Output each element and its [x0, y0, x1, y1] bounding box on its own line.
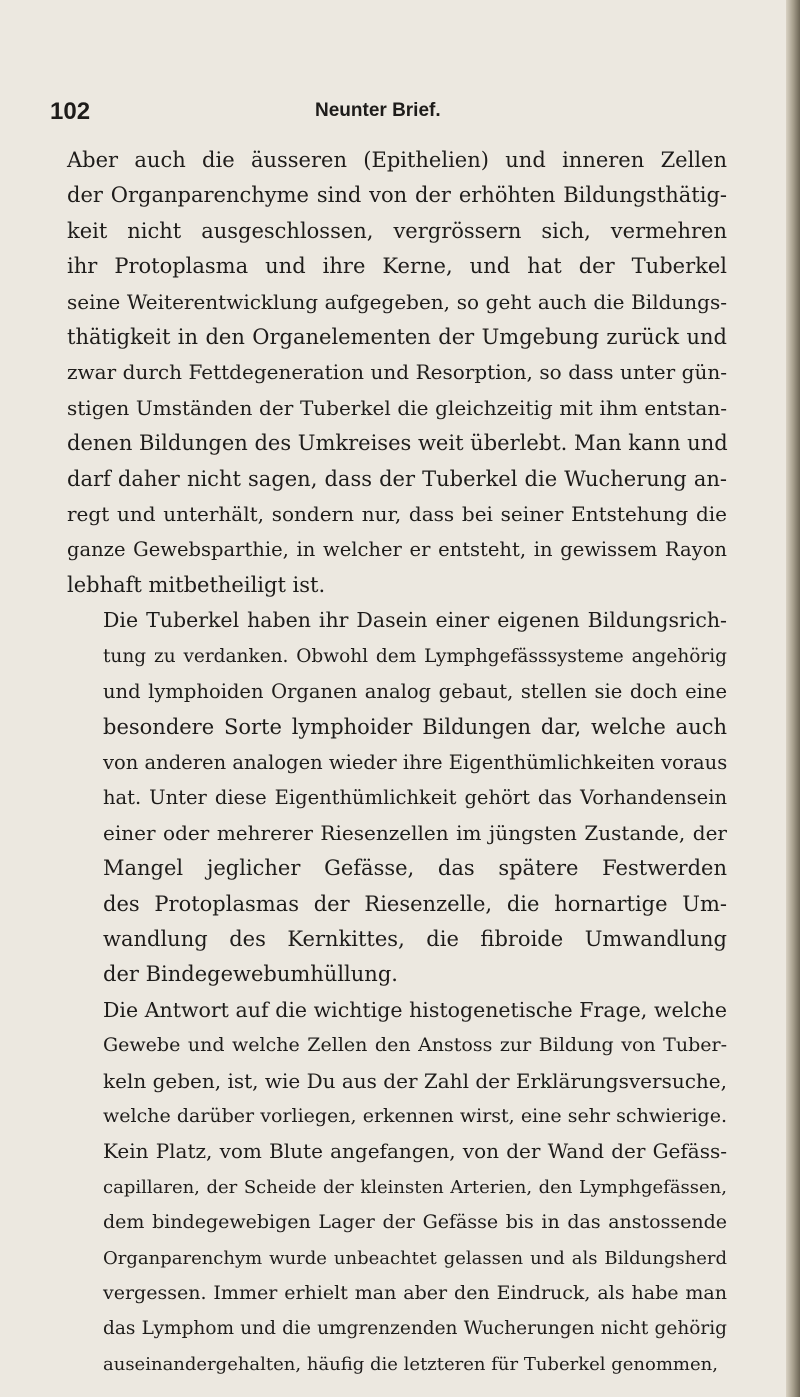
text-line: Gewebe und welche Zellen den Anstoss zur Bildung von Tuber-	[103, 1034, 727, 1057]
text-line: seine Weiterentwicklung aufgegeben, so geht auch die Bildungs-	[67, 289, 727, 314]
text-line: thätigkeit in den Organelementen der Umgebung zurück und	[67, 325, 727, 350]
text-line: darf daher nicht sagen, dass der Tuberkel die Wucherung an-	[67, 466, 727, 491]
text-line: Kein Platz, vom Blute angefangen, von der Wand der Gefäss-	[103, 1139, 727, 1164]
running-head: Neunter Brief.	[315, 100, 441, 121]
text-line: denen Bildungen des Umkreises weit überlebt. Man kann und	[67, 431, 728, 456]
text-line: ganze Gewebsparthie, in welcher er entsteht, in gewissem Rayon	[67, 538, 727, 562]
text-line: der Bindegewebumhüllung.	[103, 962, 398, 987]
text-line: Organparenchym wurde unbeachtet gelassen und als Bildungsherd	[103, 1247, 727, 1269]
text-line: Die Antwort auf die wichtige histogenetische Frage, welche	[103, 997, 727, 1022]
text-line: lebhaft mitbetheiligt ist.	[67, 572, 326, 597]
text-line: hat. Unter diese Eigenthümlichkeit gehört das Vorhandensein	[103, 786, 727, 810]
paragraph	[67, 993, 727, 1382]
text-line: zwar durch Fettdegeneration und Resorption, so dass unter gün-	[67, 360, 727, 385]
binding-edge	[786, 0, 800, 1397]
text-line: auseinandergehalten, häufig die letzteren für Tuberkel genommen,	[103, 1353, 718, 1375]
text-line: und lymphoiden Organen analog gebaut, stellen sie doch eine	[103, 680, 727, 704]
text-line: ihr Protoplasma und ihre Kerne, und hat der Tuberkel	[67, 254, 727, 279]
text-line: dem bindegewebigen Lager der Gefässe bis in das anstossende	[103, 1211, 727, 1234]
page-number: 102	[50, 98, 91, 125]
text-line: das Lymphom und die umgrenzenden Wucherungen nicht gehörig	[103, 1318, 727, 1340]
text-line: keln geben, ist, wie Du aus der Zahl der Erklärungsversuche,	[103, 1068, 727, 1093]
text-line: tung zu verdanken. Obwohl dem Lymphgefässsysteme angehörig	[103, 645, 727, 667]
text-line: von anderen analogen wieder ihre Eigenthümlichkeiten voraus	[103, 750, 728, 774]
paragraph	[67, 603, 727, 992]
text-line: stigen Umständen der Tuberkel die gleichzeitig mit ihm entstan-	[67, 395, 727, 420]
text-line: der Organparenchyme sind von der erhöhten Bildungsthätig-	[67, 183, 727, 208]
text-body	[67, 143, 727, 1382]
text-line: Die Tuberkel haben ihr Dasein einer eigenen Bildungsrich-	[103, 608, 727, 633]
page-header	[50, 98, 730, 132]
text-line: regt und unterhält, sondern nur, dass bei seiner Entstehung die	[67, 502, 727, 527]
text-line: wandlung des Kernkittes, die fibroide Umwandlung	[103, 926, 727, 951]
text-line: capillaren, der Scheide der kleinsten Arterien, den Lymphgefässen,	[103, 1176, 727, 1198]
text-line: welche darüber vorliegen, erkennen wirst, eine sehr schwierige.	[103, 1104, 727, 1127]
paragraph	[67, 143, 727, 603]
text-line: besondere Sorte lymphoider Bildungen dar, welche auch	[103, 714, 727, 739]
text-line: einer oder mehrerer Riesenzellen im jüngsten Zustande, der	[103, 820, 727, 845]
text-line: Aber auch die äusseren (Epithelien) und inneren Zellen	[67, 148, 727, 172]
text-line: vergessen. Immer erhielt man aber den Eindruck, als habe man	[103, 1282, 727, 1304]
text-line: keit nicht ausgeschlossen, vergrössern sich, vermehren	[67, 218, 727, 243]
text-line: Mangel jeglicher Gefässe, das spätere Festwerden	[103, 856, 727, 881]
text-line: des Protoplasmas der Riesenzelle, die hornartige Um-	[103, 891, 727, 916]
